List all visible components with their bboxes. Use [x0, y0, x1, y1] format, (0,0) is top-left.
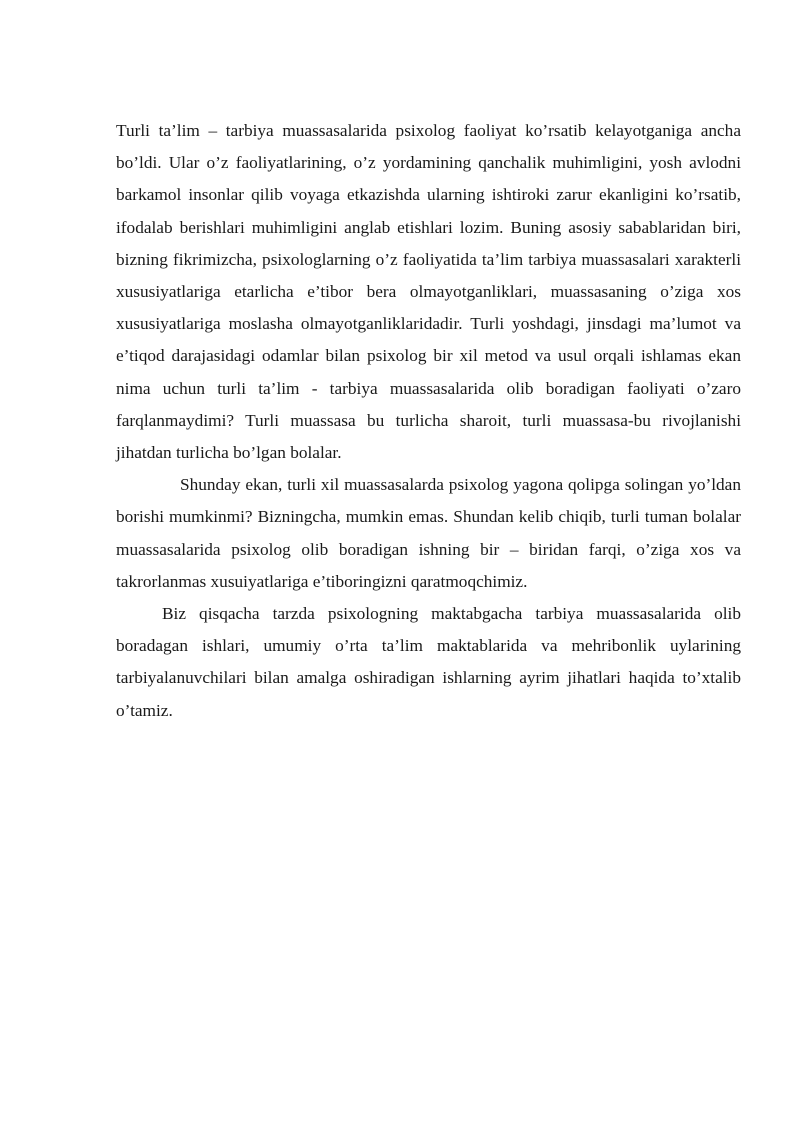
paragraph-2: Shunday ekan, turli xil muassasalarda psixolog yagona qolipga solingan yo’ldan borishi mumkinmi? Bizningcha, mumkin emas. Shundan kelib chiqib, turli tuman bolalar muassasalarida psixolog olib boradigan ishning bir – biridan farqi, o’ziga xos va takrorlanmas xusuiyatlariga e’tiboringizni qaratmoqchimiz. [116, 475, 741, 591]
paragraph-3: Biz qisqacha tarzda psixologning maktabgacha tarbiya muassasalarida olib boradagan ishlari, umumiy o’rta ta’lim maktablarida va mehribonlik uylarining tarbiyalanuvchilari bilan amalga oshiradigan ishlarning ayrim jihatlari haqida to’xtalib o’tamiz. [116, 604, 741, 720]
paragraph-1: Turli ta’lim – tarbiya muassasalarida psixolog faoliyat ko’rsatib kelayotganiga ancha bo’ldi. Ular o’z faoliyatlarining, o’z yordamining qanchalik muhimligini, yosh avlodni barkamol insonlar qilib voyaga etkazishda ularning ishtiroki zarur ekanligini ko’rsatib, ifodalab berishlari muhimligini anglab etishlari lozim. Buning asosiy sabablaridan biri, bizning fikrimizcha, psixologlarning o’z faoliyatida ta’lim tarbiya muassasalari xarakterli xususiyatlariga etarlicha e’tibor bera olmayotganliklari, muassasaning o’ziga xos xususiyatlariga moslasha olmayotganliklaridadir. Turli yoshdagi, jinsdagi ma’lumot va e’tiqod darajasidagi odamlar bilan psixolog bir xil metod va usul orqali ishlamas ekan nima uchun turli ta’lim - tarbiya muassasalarida olib boradigan faoliyati o’zaro farqlanmaydimi? Turli muassasa bu turlicha sharoit, turli muassasa-bu rivojlanishi jihatdan turlicha bo’lgan bolalar. [116, 121, 741, 463]
document-body [116, 115, 741, 727]
